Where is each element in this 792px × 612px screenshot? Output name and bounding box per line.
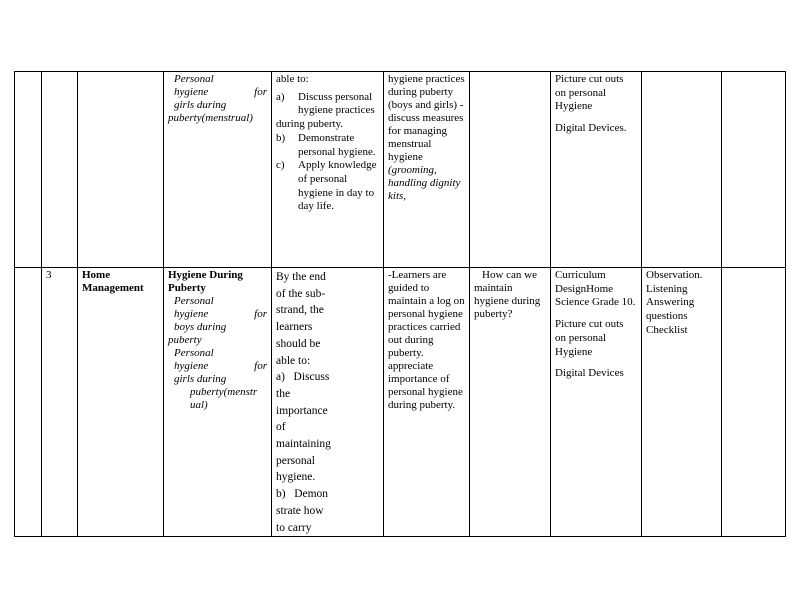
assessment-cell [642, 72, 722, 268]
substrand-cell [164, 72, 272, 268]
outcome-line: the [276, 387, 291, 400]
resource-item: Curriculum DesignHome Science Grade 10. [555, 269, 636, 309]
experiences-text: hygiene practices during puberty (boys and girls) -discuss measures for managing menstrual hygiene [388, 73, 465, 163]
assessment-cell: Observation. Listening Answering questions Checklist [642, 268, 722, 537]
outcome-line: learners [276, 321, 313, 334]
outcome-line: to carry [276, 521, 312, 534]
substrand-title: Hygiene During Puberty [168, 269, 243, 294]
resources-cell [551, 72, 642, 268]
outcome-line: hygiene. [276, 471, 316, 484]
outcome-line: maintaining [276, 438, 331, 451]
outcome-line: strand, the [276, 304, 324, 317]
resources-cell [551, 268, 642, 537]
inquiry-cell [470, 72, 551, 268]
outcome-line: strate how [276, 504, 324, 517]
resource-item: Picture cut outs on personal Hygiene [555, 73, 624, 113]
outcome-cell [272, 72, 384, 268]
resource-item: Picture cut outs on personal Hygiene [555, 318, 624, 358]
inquiry-cell: How can we maintain hygiene during puberty? [470, 268, 551, 537]
experiences-italic: (grooming, handling dignity kits, [388, 164, 461, 202]
outcome-line: personal [276, 454, 315, 467]
outcome-line: of the sub- [276, 287, 326, 300]
substrand-line: hygiene for [174, 308, 267, 320]
substrand-line: boys during [174, 321, 227, 333]
resource-item: Digital Devices. [555, 122, 627, 135]
substrand-cell [164, 268, 272, 537]
outcome-line: able to: [276, 354, 311, 367]
substrand-line: puberty(menstr [190, 386, 258, 398]
resource-item: Digital Devices [555, 367, 624, 380]
outcome-line: of [276, 421, 286, 434]
outcome-intro: able to: [276, 73, 309, 85]
experiences-cell [384, 72, 470, 268]
outcome-item: during puberty. [276, 118, 344, 131]
outcome-line: By the end [276, 271, 326, 283]
substrand-line: girls during [174, 99, 227, 111]
outcome-item: c) Apply knowledge of personal hygiene in day to day life. [276, 159, 377, 213]
substrand-line: Personal [174, 347, 214, 359]
table-row [15, 72, 786, 268]
remarks-cell [722, 72, 786, 268]
week-cell [15, 268, 42, 537]
strand-cell [78, 72, 164, 268]
scheme-of-work-table [14, 71, 786, 537]
outcome-line: b) Demon [276, 488, 329, 501]
outcome-item: a) Discuss personal hygiene practices [276, 90, 375, 117]
substrand-line: ual) [190, 399, 208, 411]
substrand-line: Personal [174, 295, 214, 307]
strand-cell: Home Management [78, 268, 164, 537]
table-row [15, 268, 786, 537]
substrand-line: puberty(menstrual) [168, 112, 253, 124]
substrand-line: puberty [168, 334, 202, 346]
outcome-line: should be [276, 337, 321, 350]
substrand-line: girls during [174, 373, 227, 385]
experiences-cell: -Learners are guided to maintain a log on personal hygiene practices carried out during puberty. appreciate importance of personal hygiene during puberty. [384, 268, 470, 537]
outcome-line: importance [276, 404, 328, 417]
outcome-item: b) Demonstrate personal hygiene. [276, 131, 376, 158]
substrand-line: hygiene for [174, 360, 267, 372]
week-cell [15, 72, 42, 268]
substrand-line: hygiene for [174, 86, 267, 98]
outcome-line: a) Discuss [276, 371, 330, 384]
remarks-cell [722, 268, 786, 537]
lesson-cell [42, 72, 78, 268]
substrand-line: Personal [174, 73, 214, 85]
outcome-cell [272, 268, 384, 537]
lesson-cell: 3 [42, 268, 78, 537]
